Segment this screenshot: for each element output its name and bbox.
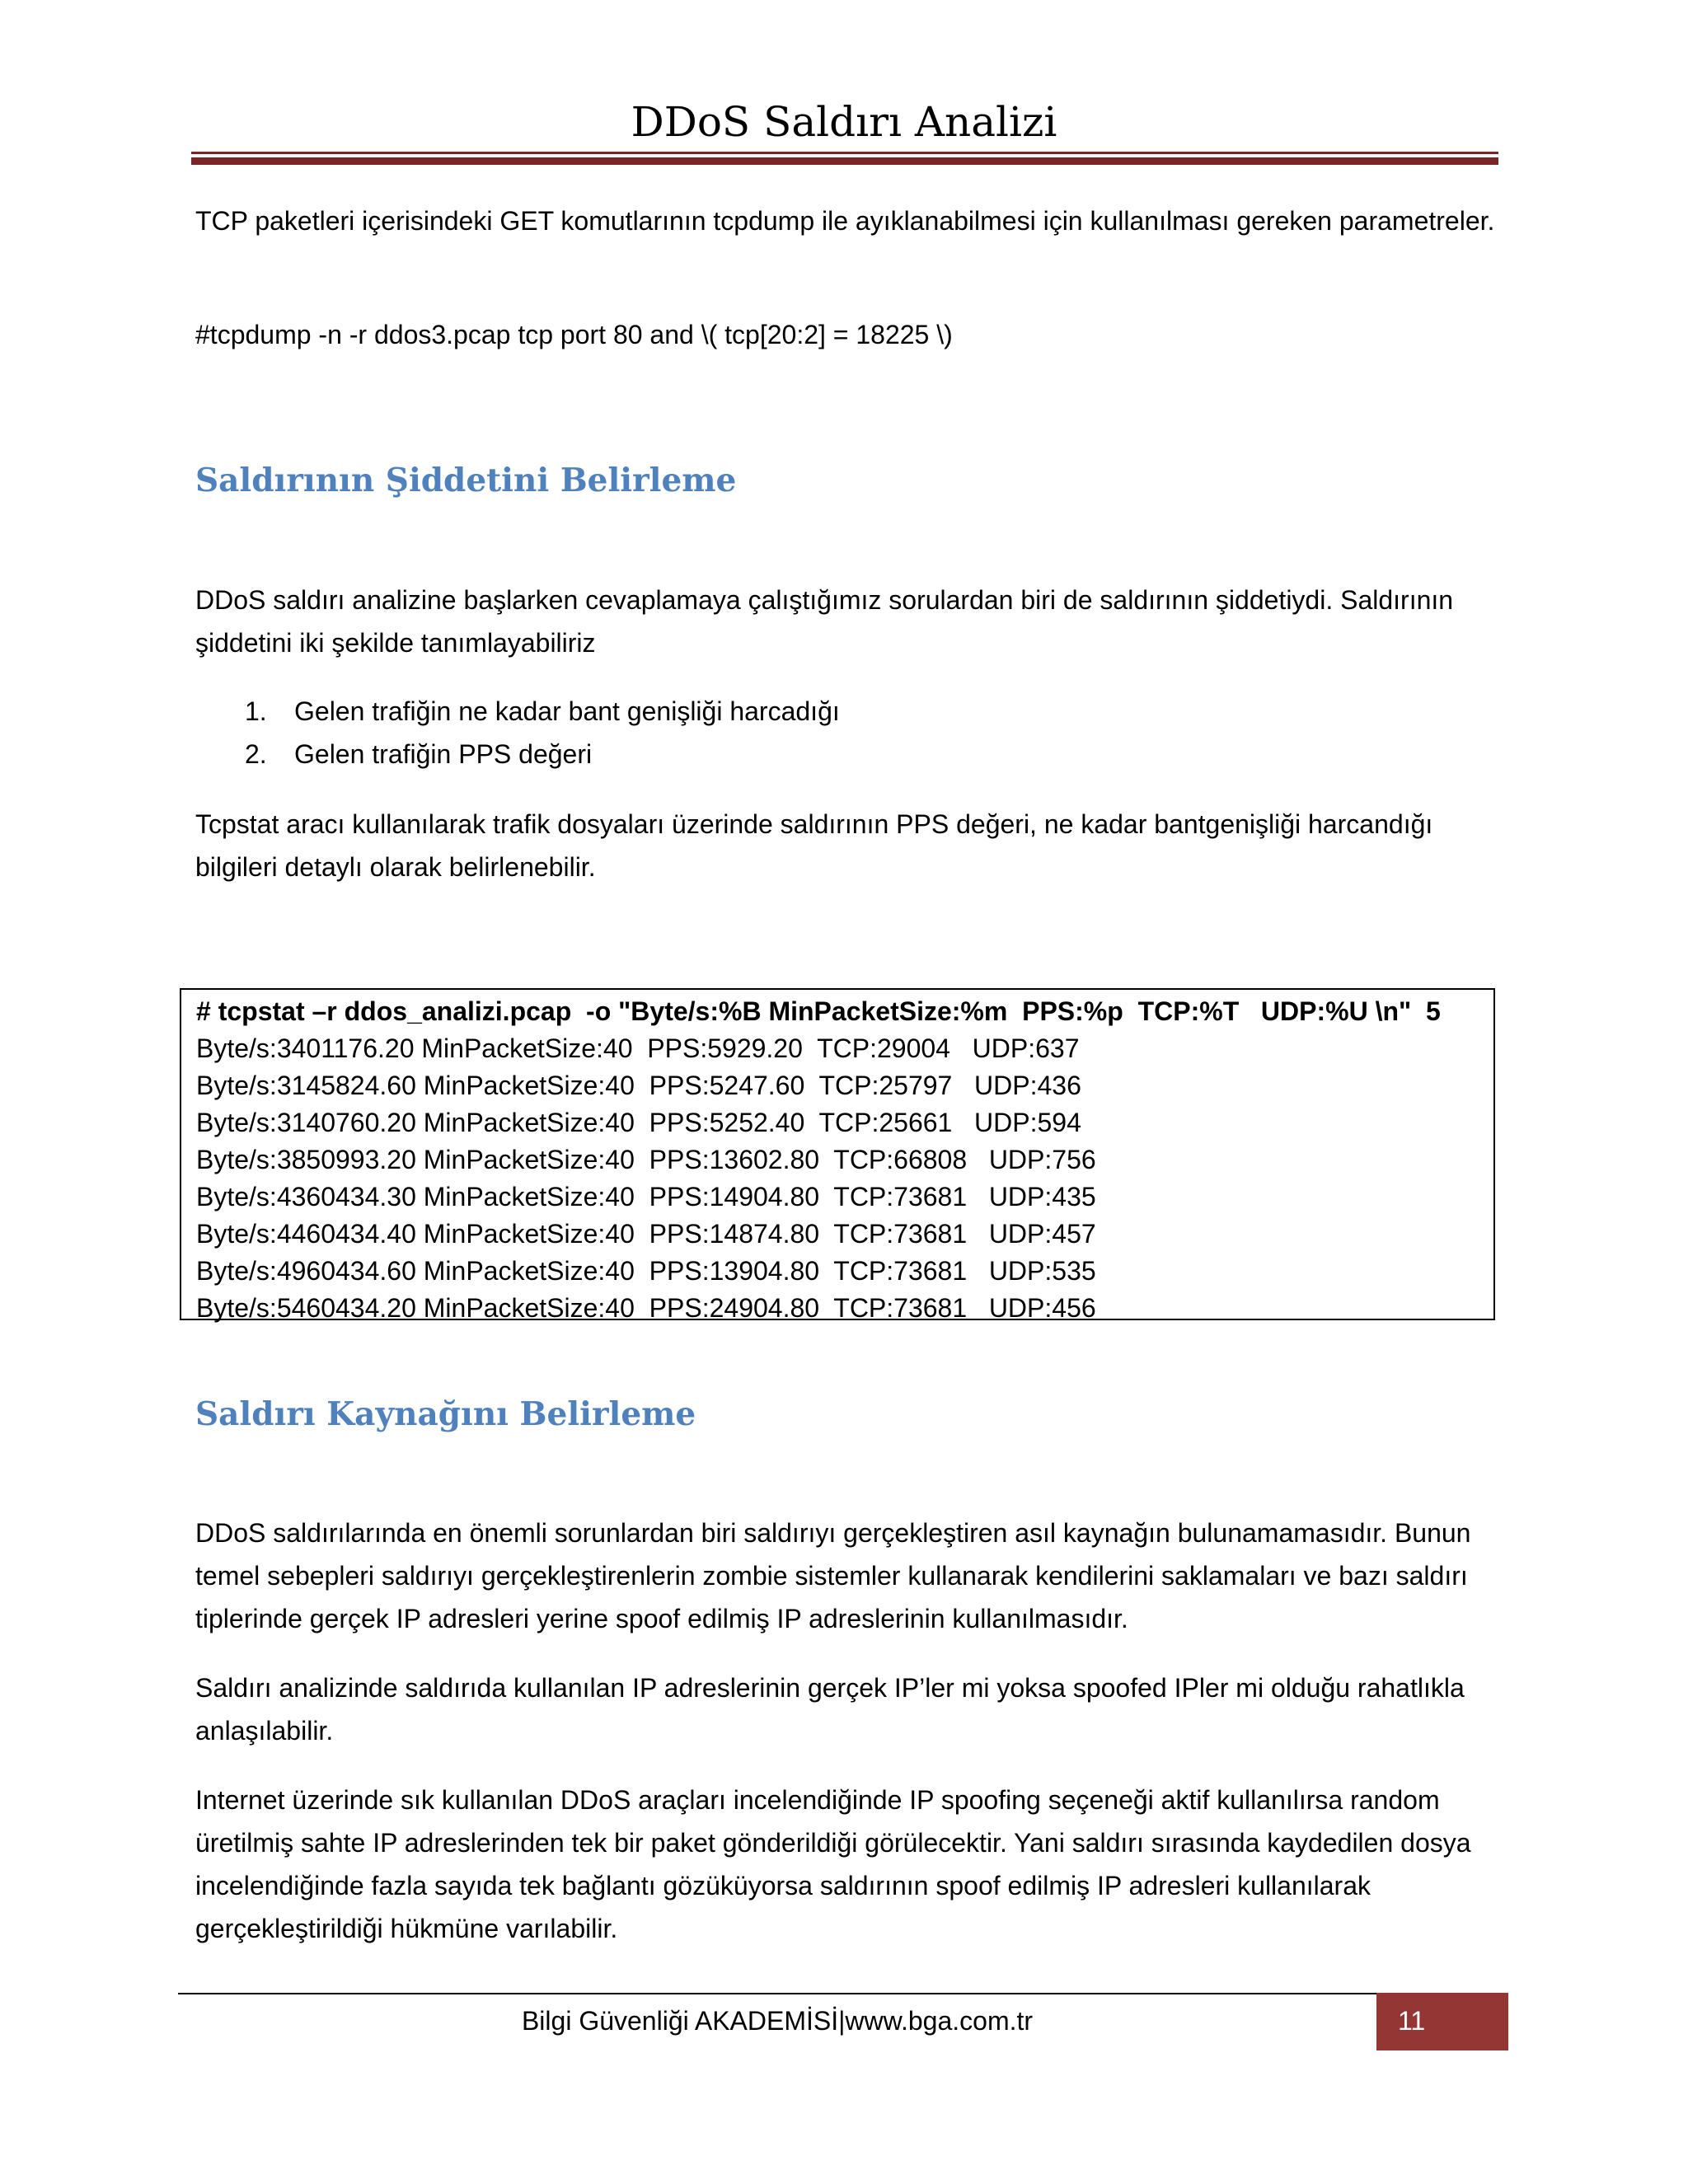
list-item bbox=[195, 690, 1498, 733]
list-item-text: Gelen trafiğin PPS değeri bbox=[294, 739, 593, 769]
footer-text: Bilgi Güvenliği AKADEMİSİ|www.bga.com.tr bbox=[521, 2006, 1034, 2036]
list-item bbox=[195, 733, 1498, 776]
tcpstat-command: # tcpstat –r ddos_analizi.pcap -o "Byte/s:%B MinPacketSize:%m PPS:%p TCP:%T UDP:%U \n" 5 bbox=[196, 996, 1441, 1026]
output-line: Byte/s:3850993.20 MinPacketSize:40 PPS:13602.80 TCP:66808 UDP:756 bbox=[196, 1145, 1096, 1174]
source-paragraph-1: DDoS saldırılarında en önemli sorunlardan biri saldırıyı gerçekleştiren asıl kaynağın bulunamamasıdır. Bunun temel sebepleri saldırıyı gerçekleştirenlerin zombie sistemler kullanarak kendilerini saklamaları ve bazı saldırı tiplerinde gerçek IP adresleri yerine spoof edilmiş IP adreslerinin kullanılmasıdır. bbox=[195, 1518, 1471, 1633]
output-line: Byte/s:3401176.20 MinPacketSize:40 PPS:5929.20 TCP:29004 UDP:637 bbox=[196, 1033, 1080, 1063]
output-line: Byte/s:3140760.20 MinPacketSize:40 PPS:5252.40 TCP:25661 UDP:594 bbox=[196, 1108, 1081, 1137]
severity-paragraph: DDoS saldırı analizine başlarken cevaplamaya çalıştığımız sorulardan biri de saldırının şiddetiydi. Saldırının şiddetini iki şekilde tanımlayabiliriz bbox=[195, 585, 1454, 658]
tcpdump-command: #tcpdump -n -r ddos3.pcap tcp port 80 and \( tcp[20:2] = 18225 \) bbox=[195, 320, 953, 349]
page-number: 11 bbox=[1398, 2006, 1426, 2036]
output-line: Byte/s:3145824.60 MinPacketSize:40 PPS:5247.60 TCP:25797 UDP:436 bbox=[196, 1071, 1081, 1100]
list-item-number: 1. bbox=[245, 696, 267, 726]
header-rule-thin bbox=[191, 152, 1498, 154]
source-paragraph-3: Internet üzerinde sık kullanılan DDoS araçları incelendiğinde IP spoofing seçeneği aktif kullanılırsa random üretilmiş sahte IP adreslerinden tek bir paket gönderildiği görülecektir. Yani saldırı sırasında kaydedilen dosya incelendiğinde fazla sayıda tek bağlantı gözüküyorsa saldırının spoof edilmiş IP adresleri kullanılarak gerçekleştirildiği hükmüne varılabilir. bbox=[195, 1785, 1471, 1943]
source-paragraph-2: Saldırı analizinde saldırıda kullanılan IP adreslerinin gerçek IP’ler mi yoksa spoofed IPler mi olduğu rahatlıkla anlaşılabilir. bbox=[195, 1673, 1465, 1746]
section-heading-severity: Saldırının Şiddetini Belirleme bbox=[195, 462, 737, 499]
list-item-number: 2. bbox=[245, 739, 267, 769]
header-rule-thick bbox=[191, 157, 1498, 165]
intro-paragraph: TCP paketleri içerisindeki GET komutlarının tcpdump ile ayıklanabilmesi için kullanılması gereken parametreler. bbox=[195, 206, 1495, 236]
page-header-title: DDoS Saldırı Analizi bbox=[631, 98, 1057, 146]
footer-rule bbox=[178, 1993, 1376, 1994]
output-line: Byte/s:5460434.20 MinPacketSize:40 PPS:24904.80 TCP:73681 UDP:456 bbox=[196, 1293, 1096, 1323]
page-number-box bbox=[1376, 1993, 1508, 2050]
output-line: Byte/s:4960434.60 MinPacketSize:40 PPS:13904.80 TCP:73681 UDP:535 bbox=[196, 1256, 1096, 1286]
output-line: Byte/s:4360434.30 MinPacketSize:40 PPS:14904.80 TCP:73681 UDP:435 bbox=[196, 1182, 1096, 1212]
severity-list bbox=[195, 690, 1498, 776]
output-line: Byte/s:4460434.40 MinPacketSize:40 PPS:14874.80 TCP:73681 UDP:457 bbox=[196, 1219, 1096, 1249]
tcpstat-output-box bbox=[180, 988, 1495, 1323]
tcpstat-paragraph: Tcpstat aracı kullanılarak trafik dosyaları üzerinde saldırının PPS değeri, ne kadar bantgenişliği harcandığı bilgileri detaylı olarak belirlenebilir. bbox=[195, 809, 1433, 882]
section-heading-source: Saldırı Kaynağını Belirleme bbox=[195, 1395, 696, 1433]
list-item-text: Gelen trafiğin ne kadar bant genişliği harcadığı bbox=[294, 696, 840, 726]
